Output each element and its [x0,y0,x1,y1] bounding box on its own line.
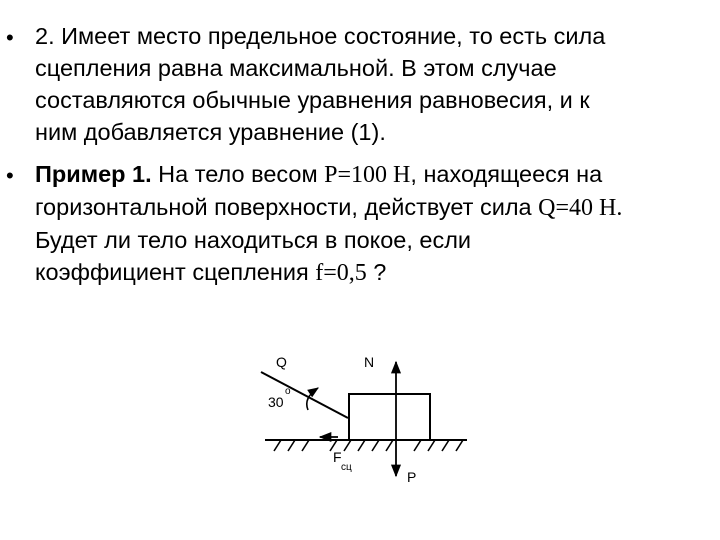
example-text-4: коэффициент сцепления [35,259,316,285]
paragraph-1-line-4: ним добавляется уравнение (1). [35,119,386,145]
label-n: N [364,354,375,370]
label-f: F [333,449,342,465]
body-block [349,394,430,440]
paragraph-2-line-3: Будет ли тело находиться в покое, если [35,227,472,253]
formula-force: Q=40 Н. [538,195,623,221]
label-q: Q [276,354,287,370]
example-title: Пример 1. [35,161,152,187]
bullet-marker-2: • [6,163,14,188]
label-angle: 30 [268,394,284,410]
example-text-4-rest: ? [366,259,387,285]
label-degree: o [285,386,291,397]
example-text-2: горизонтальной поверхности, действует сила [35,194,539,220]
paragraph-1-line-2: сцепления равна максимальной. В этом случае [35,55,557,81]
formula-weight: P=100 Н [324,162,411,188]
ground-hatching [274,440,463,451]
label-f-sub: сц [341,462,352,473]
bullet-marker-1: • [6,25,14,50]
paragraph-1-line-1: 2. Имеет место предельное состояние, то есть сила [35,23,606,49]
formula-coefficient: f=0,5 [315,260,367,286]
example-text-1-rest: , находящееся на [410,161,603,187]
paragraph-1-line-3: составляются обычные уравнения равновесия, и к [35,87,590,113]
label-p: P [407,469,417,485]
example-text-1: На тело весом [151,161,325,187]
